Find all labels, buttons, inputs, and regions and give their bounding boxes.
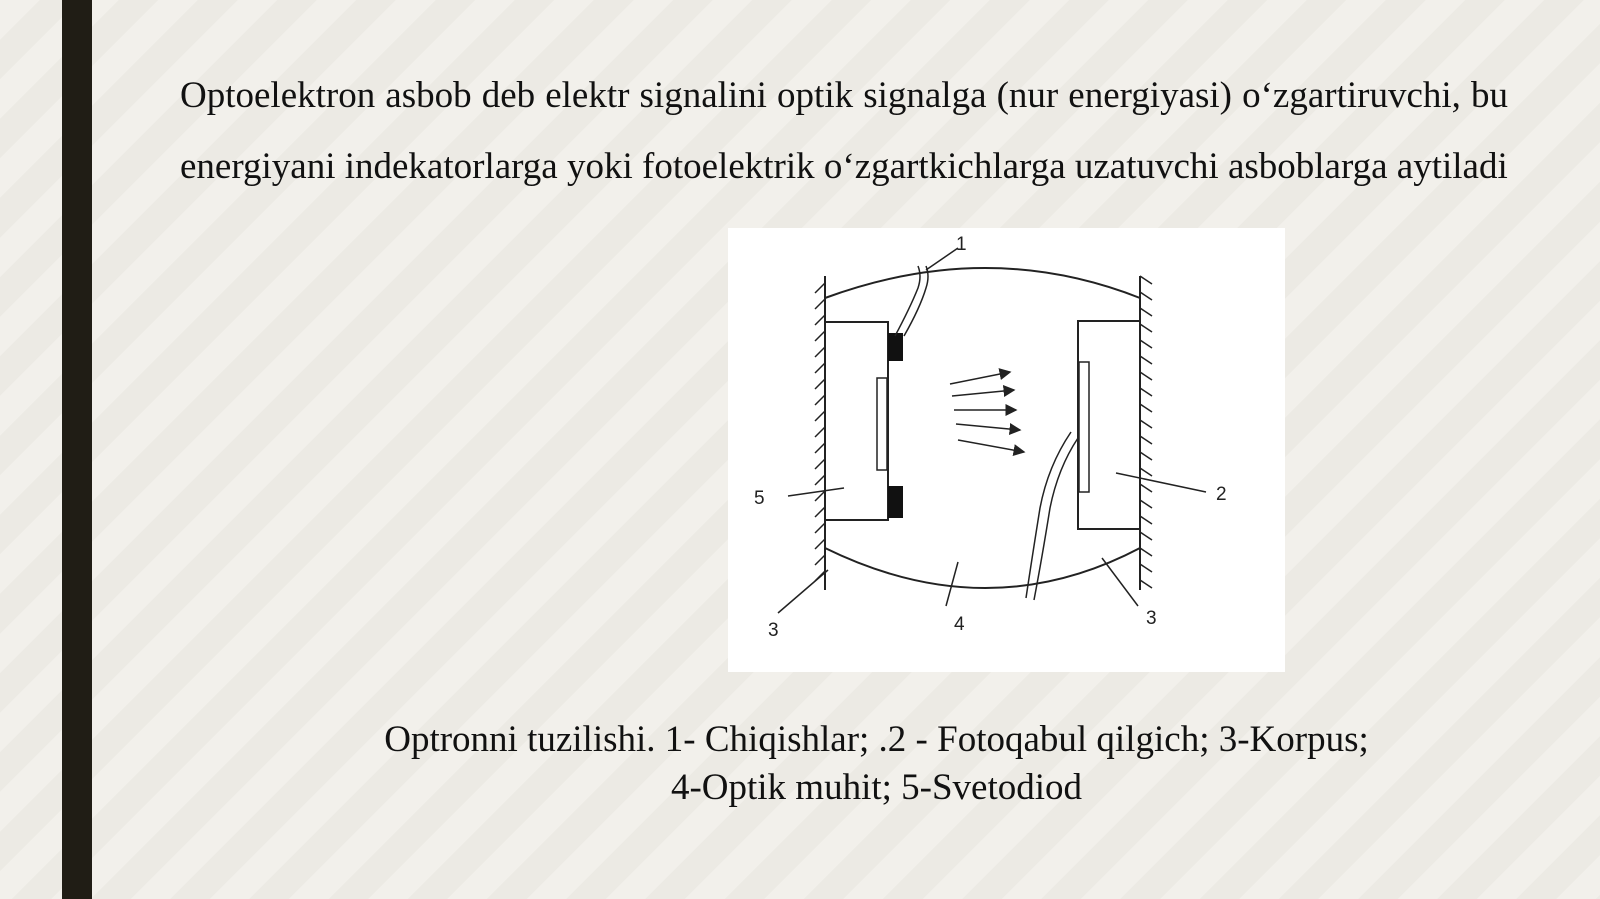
- label-3-left: 3: [768, 620, 779, 641]
- optocoupler-diagram: [728, 228, 1285, 672]
- led-bottom-contact: [888, 486, 903, 518]
- led-top-contact: [888, 333, 903, 361]
- caption-line-2: 4-Optik muhit; 5-Svetodiod: [670, 767, 1083, 808]
- label-1: 1: [956, 234, 967, 255]
- bottom-housing-curve: [825, 548, 1140, 588]
- label-3-right: 3: [1146, 608, 1157, 629]
- photodetector-element: [1079, 362, 1089, 492]
- top-housing-curve: [825, 268, 1140, 298]
- caption-line-1: Optronni tuzilishi. 1- Chiqishlar; .2 - Fotoqabul qilgich; 3-Korpus;: [384, 719, 1369, 760]
- label-5: 5: [754, 488, 765, 509]
- led-emitter: [877, 378, 887, 470]
- optocoupler-diagram-drawing: [728, 228, 1285, 672]
- light-arrows: [950, 372, 1024, 452]
- left-wall-hatching: [815, 283, 825, 581]
- figure-caption: [300, 716, 1453, 812]
- accent-bar: [62, 0, 92, 899]
- label-4: 4: [954, 614, 965, 635]
- definition-paragraph: Optoelektron asbob deb elektr signalini optik signalga (nur energiyasi) o‘zgartiruvchi, bu energiyani indekatorlarga yoki fotoelektrik o‘zgartkichlarga uzatuvchi asboblarga aytiladi: [180, 75, 1508, 187]
- label-2: 2: [1216, 484, 1227, 505]
- right-wall-hatching: [1140, 276, 1152, 588]
